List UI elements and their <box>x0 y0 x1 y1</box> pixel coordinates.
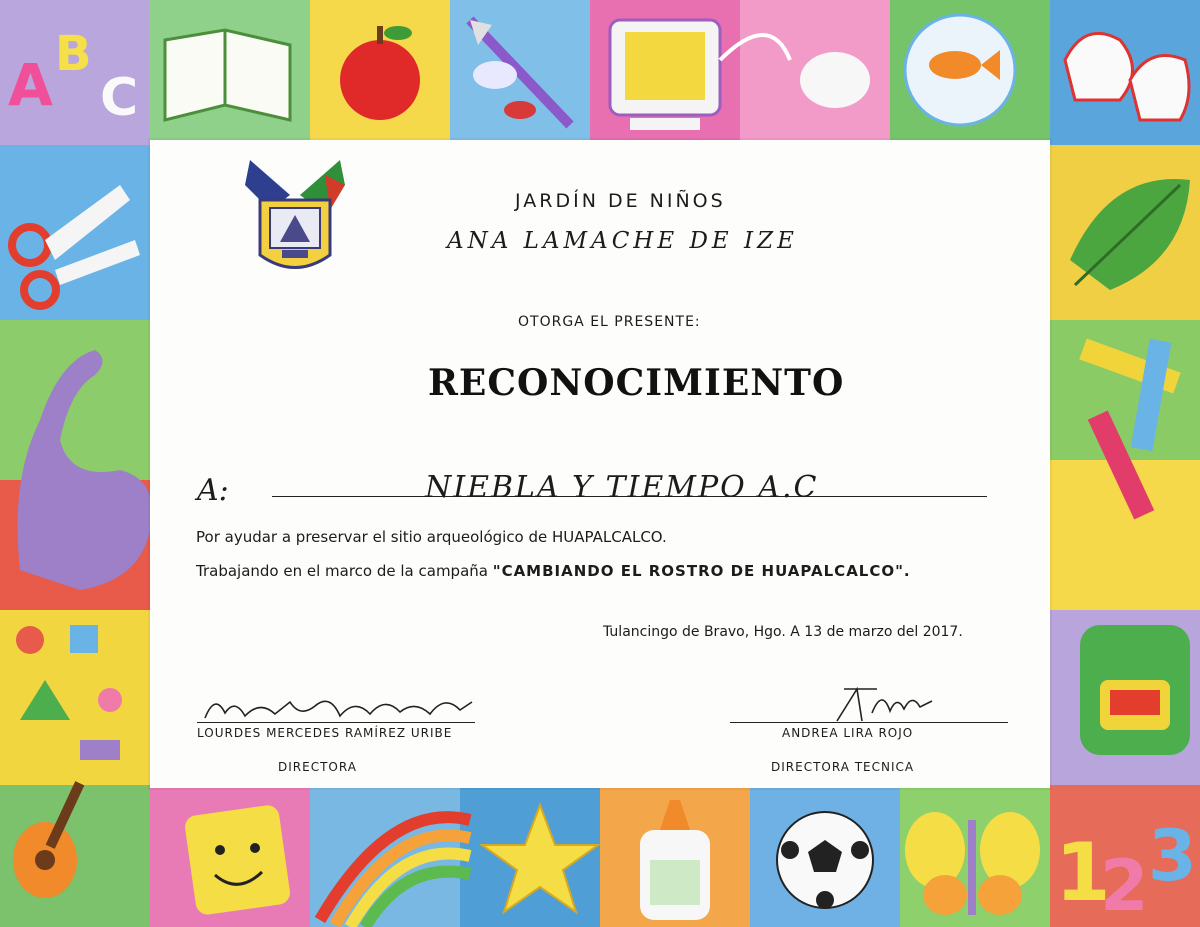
school-emblem-icon <box>240 150 350 285</box>
signature-2-line <box>730 722 1008 723</box>
signature-2-scribble <box>832 683 942 725</box>
signature-1-scribble <box>200 688 480 724</box>
school-label: JARDÍN DE NIÑOS <box>515 190 726 212</box>
svg-text:C: C <box>100 68 139 128</box>
soccer-ball-icon <box>777 812 873 909</box>
school-name: ANA LAMACHE DE IZE <box>447 228 798 254</box>
book-icon <box>165 30 290 120</box>
signatory-2-title: DIRECTORA TECNICA <box>771 760 915 774</box>
campaign-name: "CAMBIANDO EL ROSTRO DE HUAPALCALCO". <box>492 562 911 580</box>
place-date: Tulancingo de Bravo, Hgo. A 13 de marzo del 2017. <box>603 624 963 640</box>
reason-line-1: Por ayudar a preservar el sitio arqueológico de HUAPALCALCO. <box>196 528 667 546</box>
butterfly-icon <box>905 812 1040 915</box>
reason-line-2-prefix: Trabajando en el marco de la campaña <box>196 562 493 580</box>
signatory-1-name: LOURDES MERCEDES RAMÍREZ URIBE <box>197 726 453 740</box>
svg-text:3: 3 <box>1148 815 1197 897</box>
backpack-icon <box>1080 625 1190 755</box>
svg-text:B: B <box>55 26 92 82</box>
certificate-title: RECONOCIMIENTO <box>428 362 845 404</box>
signatory-2-name: ANDREA LIRA ROJO <box>782 726 914 740</box>
reason-line-2 <box>196 562 911 580</box>
signatory-1-title: DIRECTORA <box>278 760 357 774</box>
svg-text:1: 1 <box>1055 826 1111 919</box>
svg-text:A: A <box>8 51 53 119</box>
face-icon <box>183 804 291 916</box>
signature-1-line <box>197 722 475 723</box>
recipient-label: A: <box>197 473 229 508</box>
computer-icon <box>610 20 720 130</box>
svg-text:2: 2 <box>1100 845 1149 927</box>
recipient-name: NIEBLA Y TIEMPO A.C <box>425 470 819 505</box>
grant-text: OTORGA EL PRESENTE: <box>518 314 701 330</box>
fishbowl-icon <box>905 15 1015 125</box>
